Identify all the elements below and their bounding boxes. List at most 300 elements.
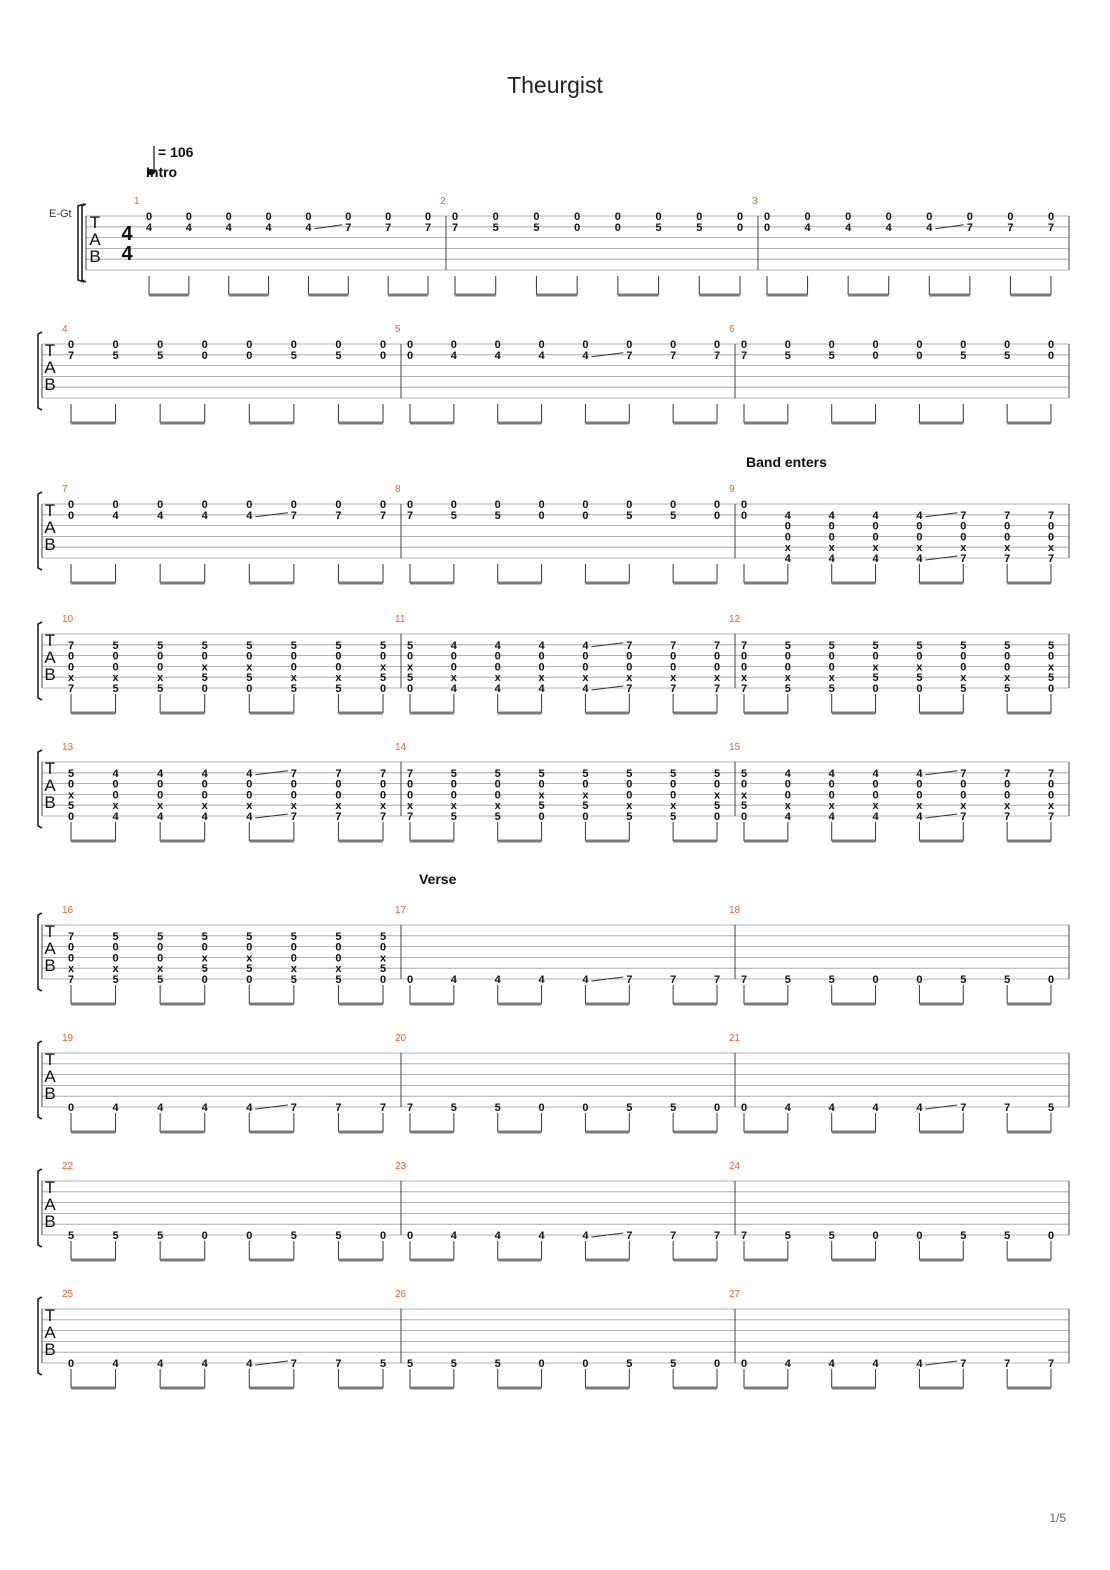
- fret-number: 0: [828, 778, 835, 791]
- fret-number: 7: [406, 811, 414, 823]
- fret-number: 0: [201, 349, 208, 362]
- fret-number: 0: [670, 789, 677, 802]
- fret-number: 0: [538, 1102, 545, 1114]
- tab-clef-letter: B: [44, 956, 56, 975]
- staff-bracket: [38, 1169, 42, 1247]
- fret-number: 0: [1004, 520, 1011, 533]
- fret-number: 7: [379, 767, 387, 780]
- fret-number: 0: [713, 499, 721, 511]
- fret-number: 0: [916, 778, 923, 791]
- fret-number: 5: [1004, 974, 1011, 986]
- fret-number: 7: [424, 221, 432, 234]
- fret-number: 0: [916, 349, 923, 362]
- fret-number: 4: [246, 509, 253, 522]
- fret-number: 7: [1047, 767, 1055, 780]
- fret-number: 7: [335, 811, 342, 823]
- fret-number: 5: [582, 800, 589, 813]
- fret-number: 0: [1004, 531, 1011, 544]
- fret-number: 4: [784, 1102, 791, 1114]
- fret-number: 0: [713, 650, 721, 663]
- fret-number: 5: [201, 930, 208, 943]
- fret-number: 0: [67, 952, 75, 965]
- fret-number: 0: [112, 499, 119, 511]
- tab-clef-letter: A: [44, 1195, 56, 1214]
- fret-number: 0: [379, 339, 387, 351]
- fret-number: 4: [450, 974, 457, 986]
- fret-number: 5: [626, 1102, 633, 1114]
- tab-clef-letter: A: [44, 1323, 56, 1342]
- fret-number: 0: [960, 339, 967, 351]
- fret-number: x: [67, 672, 75, 685]
- fret-number: 0: [246, 941, 253, 954]
- fret-number: 0: [67, 661, 75, 674]
- fret-number: 4: [305, 221, 312, 234]
- measure-number: 23: [395, 1161, 407, 1172]
- fret-number: 7: [1004, 767, 1011, 780]
- fret-number: 5: [670, 1358, 677, 1370]
- fret-number: 5: [1004, 639, 1011, 652]
- fret-number: x: [1047, 661, 1055, 674]
- fret-number: 0: [1047, 974, 1055, 986]
- page-number: 1/5: [1049, 1511, 1066, 1525]
- tab-clef-letter: B: [44, 793, 56, 812]
- fret-number: x: [290, 672, 297, 685]
- fret-number: 0: [626, 499, 633, 511]
- fret-number: 5: [494, 1102, 501, 1114]
- fret-number: 7: [670, 1230, 677, 1242]
- fret-number: 0: [67, 339, 75, 351]
- fret-number: 5: [916, 672, 923, 685]
- fret-number: 0: [582, 499, 589, 511]
- fret-number: 5: [538, 800, 545, 813]
- measure-number: 4: [62, 324, 68, 335]
- fret-number: 5: [379, 930, 387, 943]
- fret-number: 4: [784, 811, 791, 823]
- fret-number: 7: [670, 683, 677, 695]
- fret-number: 0: [713, 811, 721, 823]
- fret-number: x: [246, 661, 253, 674]
- measure-number: 19: [62, 1033, 74, 1044]
- fret-number: 0: [157, 778, 164, 791]
- fret-number: 0: [670, 650, 677, 663]
- fret-number: 0: [582, 1102, 589, 1114]
- tab-clef-letter: T: [89, 213, 101, 232]
- fret-number: 4: [201, 767, 208, 780]
- tab-clef-letter: T: [44, 1306, 56, 1325]
- fret-number: 0: [201, 789, 208, 802]
- tab-clef-letter: A: [44, 358, 56, 377]
- fret-number: 0: [450, 499, 457, 511]
- measure-number: 26: [395, 1289, 407, 1300]
- fret-number: 7: [290, 811, 297, 823]
- fret-number: x: [828, 800, 835, 813]
- section-label-verse: Verse: [419, 871, 457, 887]
- fret-number: 0: [246, 974, 253, 986]
- measure-number: 6: [729, 324, 735, 335]
- measure-number: 11: [395, 614, 406, 625]
- fret-number: 7: [740, 639, 748, 652]
- fret-number: 0: [157, 339, 164, 351]
- measure-number: 27: [729, 1289, 741, 1300]
- fret-number: 0: [740, 650, 748, 663]
- fret-number: 5: [379, 639, 387, 652]
- fret-number: 4: [916, 1358, 923, 1370]
- fret-number: 4: [872, 509, 879, 522]
- fret-number: 0: [614, 211, 621, 223]
- fret-number: 0: [872, 339, 879, 351]
- fret-number: 4: [872, 1358, 879, 1370]
- measure-number: 12: [729, 614, 741, 625]
- fret-number: 0: [379, 778, 387, 791]
- fret-number: 0: [670, 778, 677, 791]
- fret-number: 0: [713, 509, 721, 522]
- fret-number: 0: [157, 941, 164, 954]
- fret-number: 4: [916, 509, 923, 522]
- fret-number: 0: [290, 941, 297, 954]
- tab-clef-letter: A: [44, 518, 56, 537]
- fret-number: 0: [916, 789, 923, 802]
- fret-number: 4: [804, 221, 811, 234]
- fret-number: 5: [784, 974, 791, 986]
- fret-number: 0: [670, 661, 677, 674]
- fret-number: 0: [246, 778, 253, 791]
- fret-number: 5: [157, 639, 164, 652]
- fret-number: 5: [450, 1102, 457, 1114]
- fret-number: 0: [379, 499, 387, 511]
- fret-number: 0: [406, 339, 414, 351]
- fret-number: 0: [828, 650, 835, 663]
- fret-number: x: [740, 672, 748, 685]
- fret-number: 5: [67, 767, 75, 780]
- fret-number: 5: [492, 221, 499, 234]
- fret-number: 0: [335, 650, 342, 663]
- fret-number: 0: [157, 661, 164, 674]
- fret-number: 0: [379, 349, 387, 362]
- fret-number: 5: [784, 1230, 791, 1242]
- fret-number: x: [112, 963, 119, 976]
- fret-number: 5: [1047, 1102, 1055, 1114]
- fret-number: 5: [157, 1230, 164, 1242]
- fret-number: 0: [538, 650, 545, 663]
- fret-number: 4: [916, 553, 923, 565]
- fret-number: 0: [960, 650, 967, 663]
- fret-number: 0: [784, 650, 791, 663]
- fret-number: x: [670, 800, 677, 813]
- tab-clef-letter: B: [89, 247, 101, 266]
- fret-number: 0: [1007, 211, 1014, 223]
- fret-number: 5: [740, 800, 748, 813]
- fret-number: 0: [246, 650, 253, 663]
- fret-number: 5: [379, 963, 387, 976]
- fret-number: 0: [740, 661, 748, 674]
- fret-number: 0: [614, 221, 621, 234]
- fret-number: 4: [112, 1102, 119, 1114]
- tempo-marking: = 106: [158, 144, 194, 160]
- fret-number: 0: [201, 650, 208, 663]
- fret-number: 0: [290, 499, 297, 511]
- fret-number: 0: [290, 339, 297, 351]
- fret-number: 0: [533, 211, 540, 223]
- fret-number: 0: [406, 778, 414, 791]
- fret-number: 5: [290, 683, 297, 695]
- fret-number: 5: [112, 974, 119, 986]
- fret-number: 0: [916, 974, 923, 986]
- fret-number: 0: [1047, 778, 1055, 791]
- fret-number: 7: [740, 683, 748, 695]
- fret-number: 7: [713, 974, 721, 986]
- fret-number: 7: [67, 974, 75, 986]
- fret-number: x: [626, 672, 633, 685]
- fret-number: 5: [112, 683, 119, 695]
- fret-number: x: [916, 542, 923, 555]
- fret-number: 5: [112, 639, 119, 652]
- fret-number: 7: [1004, 509, 1011, 522]
- fret-number: 0: [828, 531, 835, 544]
- fret-number: 4: [582, 349, 589, 362]
- fret-number: 4: [828, 509, 835, 522]
- fret-number: 7: [960, 767, 967, 780]
- staff-bracket: [38, 622, 42, 700]
- fret-number: 0: [450, 661, 457, 674]
- fret-number: 0: [494, 339, 501, 351]
- fret-number: x: [157, 963, 164, 976]
- fret-number: 0: [406, 1230, 414, 1242]
- fret-number: 0: [926, 211, 933, 223]
- fret-number: 7: [626, 974, 633, 986]
- fret-number: 0: [696, 211, 703, 223]
- fret-number: 4: [450, 683, 457, 695]
- fret-number: 7: [1047, 811, 1055, 823]
- fret-number: 0: [960, 661, 967, 674]
- fret-number: 4: [157, 767, 164, 780]
- fret-number: 0: [305, 211, 312, 223]
- fret-number: 5: [379, 672, 387, 685]
- fret-number: 0: [112, 941, 119, 954]
- fret-number: 0: [379, 683, 387, 695]
- fret-number: 4: [828, 811, 835, 823]
- fret-number: x: [872, 800, 879, 813]
- fret-number: 0: [740, 1102, 748, 1114]
- fret-number: 5: [335, 349, 342, 362]
- fret-number: 0: [538, 499, 545, 511]
- fret-number: 7: [626, 683, 633, 695]
- fret-number: 5: [1004, 683, 1011, 695]
- fret-number: 7: [1007, 221, 1014, 234]
- fret-number: x: [784, 800, 791, 813]
- fret-number: 0: [655, 211, 662, 223]
- fret-number: 0: [582, 661, 589, 674]
- fret-number: 7: [960, 1358, 967, 1370]
- fret-number: 0: [290, 661, 297, 674]
- fret-number: 4: [157, 1358, 164, 1370]
- fret-number: 0: [201, 941, 208, 954]
- fret-number: 5: [335, 683, 342, 695]
- fret-number: x: [538, 672, 545, 685]
- fret-number: 7: [335, 509, 342, 522]
- fret-number: 0: [784, 661, 791, 674]
- fret-number: 0: [406, 499, 414, 511]
- section-label-band-enters: Band enters: [746, 454, 827, 470]
- fret-number: 5: [379, 1358, 387, 1370]
- fret-number: 7: [740, 1230, 748, 1242]
- measure-number: 25: [62, 1289, 74, 1300]
- fret-number: 0: [538, 811, 545, 823]
- fret-number: 0: [379, 789, 387, 802]
- fret-number: 0: [246, 349, 253, 362]
- fret-number: 7: [406, 509, 414, 522]
- fret-number: 0: [763, 211, 771, 223]
- fret-number: x: [784, 542, 791, 555]
- fret-number: 5: [670, 1102, 677, 1114]
- fret-number: 5: [335, 639, 342, 652]
- fret-number: 7: [1004, 1102, 1011, 1114]
- fret-number: x: [379, 800, 387, 813]
- fret-number: 0: [960, 789, 967, 802]
- fret-number: x: [494, 800, 501, 813]
- fret-number: 0: [916, 1230, 923, 1242]
- fret-number: x: [112, 800, 119, 813]
- fret-number: x: [916, 661, 923, 674]
- fret-number: 0: [538, 339, 545, 351]
- fret-number: 5: [626, 767, 633, 780]
- fret-number: 5: [290, 1230, 297, 1242]
- fret-number: x: [246, 800, 253, 813]
- fret-number: 5: [582, 767, 589, 780]
- fret-number: 0: [582, 509, 589, 522]
- fret-number: 5: [533, 221, 540, 234]
- fret-number: 4: [494, 349, 501, 362]
- fret-number: 0: [379, 650, 387, 663]
- fret-number: 4: [157, 509, 164, 522]
- fret-number: 5: [290, 639, 297, 652]
- fret-number: 4: [828, 553, 835, 565]
- fret-number: 0: [157, 650, 164, 663]
- measure-number: 8: [395, 484, 401, 495]
- staff-bracket: [38, 1041, 42, 1119]
- fret-number: 0: [713, 1358, 721, 1370]
- fret-number: 4: [885, 221, 892, 234]
- fret-number: 5: [201, 672, 208, 685]
- fret-number: 7: [67, 683, 75, 695]
- fret-number: 0: [916, 531, 923, 544]
- fret-number: 7: [406, 1102, 414, 1114]
- fret-number: 0: [1047, 650, 1055, 663]
- fret-number: 5: [157, 349, 164, 362]
- fret-number: 5: [112, 349, 119, 362]
- fret-number: 5: [916, 639, 923, 652]
- fret-number: 7: [385, 221, 392, 234]
- fret-number: 5: [406, 1358, 414, 1370]
- measure-number: 22: [62, 1161, 74, 1172]
- fret-number: 0: [494, 661, 501, 674]
- fret-number: 0: [385, 211, 392, 223]
- fret-number: 7: [1047, 221, 1055, 234]
- fret-number: 5: [828, 974, 835, 986]
- fret-number: x: [582, 789, 589, 802]
- fret-number: 7: [290, 767, 297, 780]
- fret-number: x: [784, 672, 791, 685]
- measure-number: 7: [62, 484, 68, 495]
- fret-number: 5: [872, 672, 879, 685]
- fret-number: 7: [713, 683, 721, 695]
- fret-number: 4: [246, 1102, 253, 1114]
- fret-number: 0: [872, 974, 879, 986]
- fret-number: 5: [406, 672, 414, 685]
- fret-number: 5: [450, 1358, 457, 1370]
- fret-number: x: [1004, 542, 1011, 555]
- fret-number: 4: [201, 811, 208, 823]
- fret-number: x: [112, 672, 119, 685]
- fret-number: x: [740, 789, 748, 802]
- fret-number: x: [157, 672, 164, 685]
- fret-number: 5: [828, 639, 835, 652]
- fret-number: 0: [828, 789, 835, 802]
- fret-number: 4: [112, 811, 119, 823]
- fret-number: 5: [112, 1230, 119, 1242]
- fret-number: 0: [225, 211, 232, 223]
- tab-clef-letter: B: [44, 665, 56, 684]
- fret-number: x: [67, 963, 75, 976]
- fret-number: 5: [626, 811, 633, 823]
- tab-clef-letter: B: [44, 1212, 56, 1231]
- tab-clef-letter: B: [44, 375, 56, 394]
- fret-number: 7: [670, 639, 677, 652]
- measure-number: 17: [395, 905, 407, 916]
- fret-number: 0: [740, 509, 748, 522]
- fret-number: 0: [201, 974, 208, 986]
- fret-number: 0: [406, 789, 414, 802]
- fret-number: 4: [582, 974, 589, 986]
- fret-number: x: [713, 789, 721, 802]
- fret-number: 0: [451, 211, 459, 223]
- fret-number: x: [1004, 800, 1011, 813]
- fret-number: 7: [335, 1358, 342, 1370]
- fret-number: 4: [157, 811, 164, 823]
- fret-number: 4: [872, 767, 879, 780]
- fret-number: 0: [582, 811, 589, 823]
- fret-number: 4: [450, 349, 457, 362]
- fret-number: 0: [538, 661, 545, 674]
- fret-number: 5: [406, 639, 414, 652]
- fret-number: 0: [626, 339, 633, 351]
- fret-number: 0: [246, 339, 253, 351]
- fret-number: 0: [1004, 789, 1011, 802]
- fret-number: 0: [246, 499, 253, 511]
- fret-number: 0: [145, 211, 153, 223]
- measure-number: 13: [62, 742, 74, 753]
- staff-bracket: [38, 492, 42, 570]
- fret-number: 0: [379, 974, 387, 986]
- fret-number: x: [201, 952, 208, 965]
- tab-clef-letter: A: [44, 1067, 56, 1086]
- fret-number: 5: [960, 1230, 967, 1242]
- fret-number: 5: [157, 930, 164, 943]
- fret-number: 4: [916, 811, 923, 823]
- tab-clef-letter: A: [44, 648, 56, 667]
- fret-number: 7: [1004, 811, 1011, 823]
- fret-number: 7: [626, 1230, 633, 1242]
- fret-number: 5: [1047, 639, 1055, 652]
- tab-clef-letter: B: [44, 1340, 56, 1359]
- fret-number: 7: [290, 509, 297, 522]
- fret-number: 7: [1047, 553, 1055, 565]
- measure-number: 9: [729, 484, 735, 495]
- fret-number: 5: [960, 683, 967, 695]
- song-title: Theurgist: [507, 72, 603, 98]
- fret-number: 0: [450, 650, 457, 663]
- fret-number: 0: [960, 520, 967, 533]
- fret-number: x: [916, 800, 923, 813]
